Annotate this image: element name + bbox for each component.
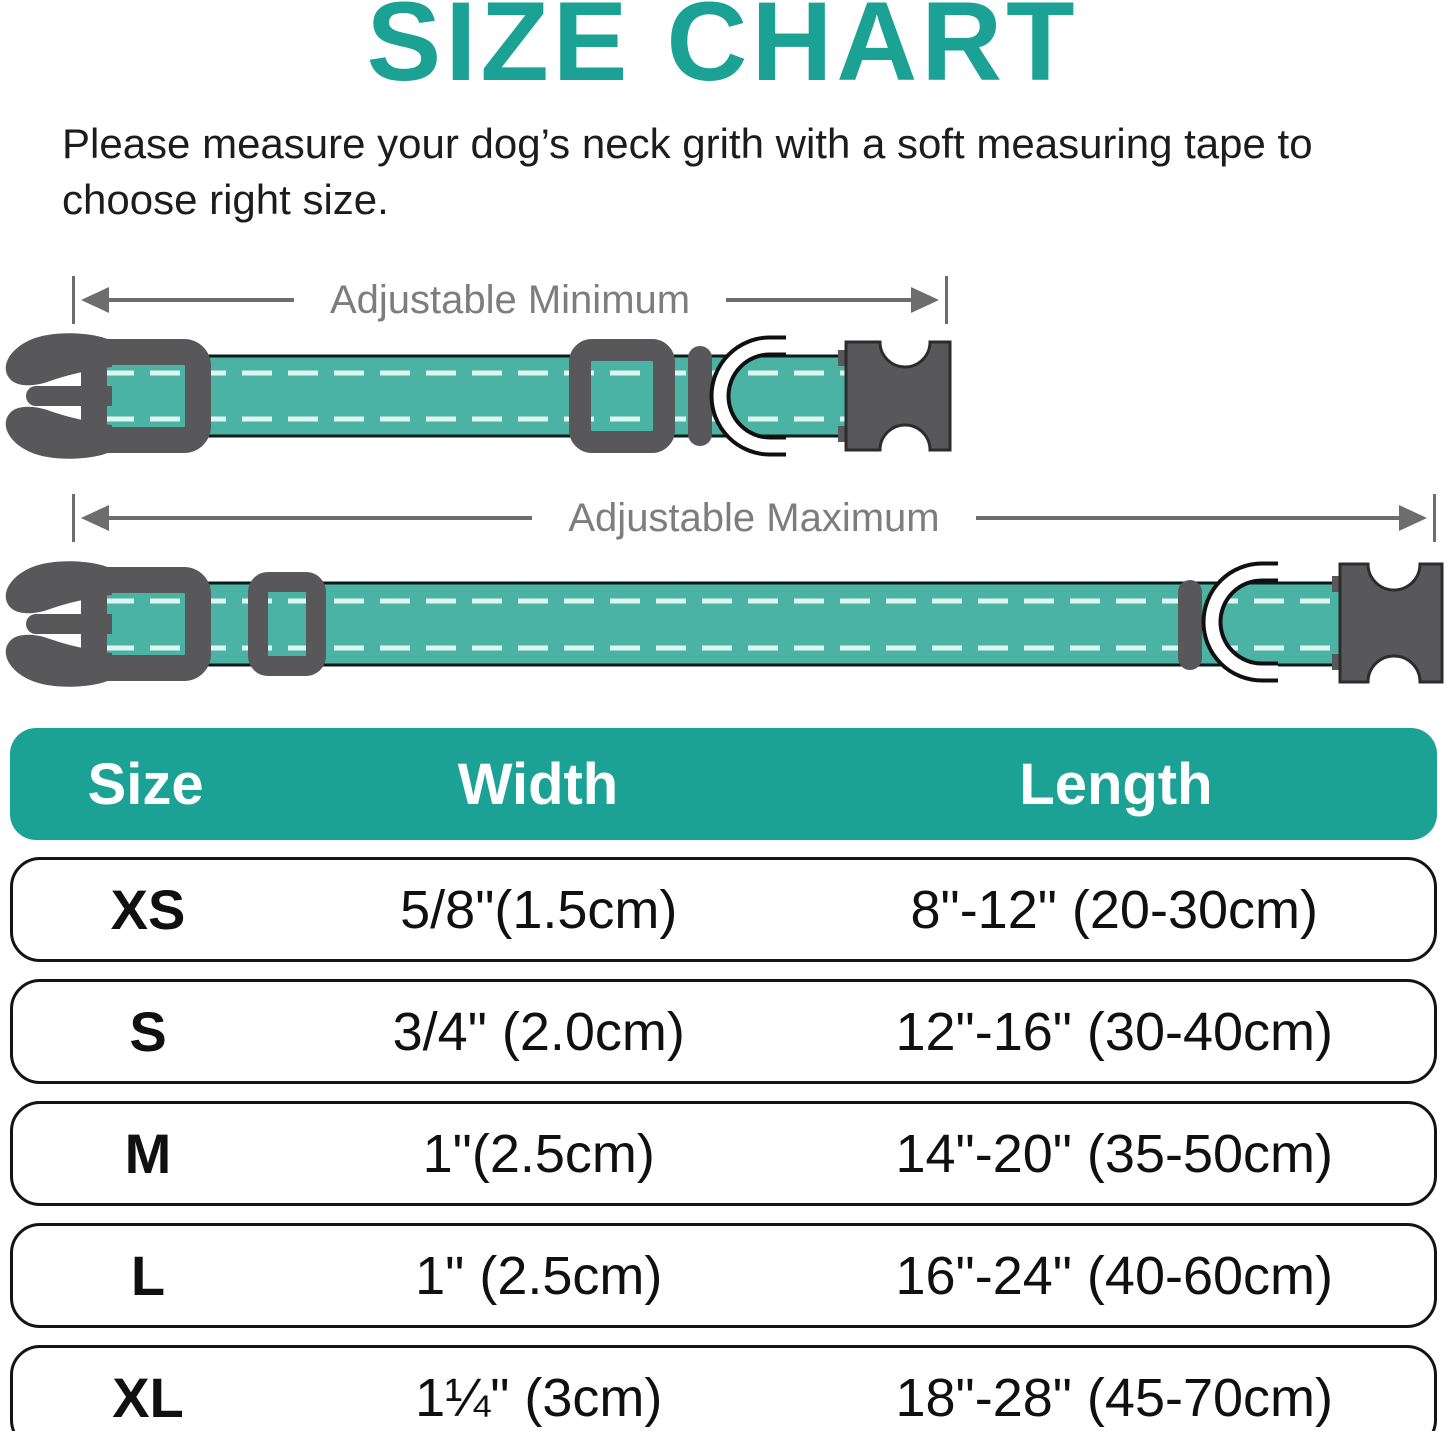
row-length: 8"-12" (20-30cm): [910, 879, 1318, 940]
size-table: [10, 728, 1437, 1431]
keeper-band: [688, 346, 712, 446]
measure-line: [109, 516, 532, 520]
row-size: XL: [112, 1366, 184, 1429]
row-size: L: [130, 1244, 166, 1307]
measure-end-tick: [1433, 494, 1436, 542]
row-width: 1" (2.5cm): [415, 1245, 663, 1306]
row-length: 12"-16" (30-40cm): [895, 1001, 1333, 1062]
table-header-row: [10, 728, 1437, 840]
adjustable-maximum-label: Adjustable Maximum: [568, 495, 940, 540]
measure-end-tick: [945, 276, 948, 324]
keeper-band: [1178, 580, 1202, 670]
arrow-right-icon: [1399, 505, 1427, 531]
header-size: Size: [87, 751, 204, 817]
row-width: 3/4" (2.0cm): [392, 1001, 685, 1062]
collar-diagram-maximum: [0, 556, 1445, 694]
adjustable-maximum-measure: [72, 494, 1436, 542]
table-row: [10, 857, 1437, 962]
arrow-left-icon: [81, 287, 109, 313]
table-row: [10, 1223, 1437, 1328]
buckle-female-icon: [838, 342, 950, 450]
measure-line: [726, 298, 911, 302]
buckle-female-icon: [1332, 564, 1442, 682]
arrow-left-icon: [81, 505, 109, 531]
measure-end-tick: [72, 276, 75, 324]
collar-diagram-minimum: [0, 332, 960, 460]
row-width: 1"(2.5cm): [422, 1123, 655, 1184]
row-size: M: [124, 1122, 172, 1185]
row-length: 18"-28" (45-70cm): [895, 1367, 1333, 1428]
instruction-text: Please measure your dog’s neck grith with a soft measuring tape to choose right size.: [62, 120, 1313, 223]
adjustable-minimum-label: Adjustable Minimum: [329, 277, 691, 322]
row-width: 1¼" (3cm): [415, 1367, 663, 1428]
adjustable-minimum-measure: [72, 276, 948, 324]
header-length: Length: [1019, 751, 1213, 817]
measure-end-tick: [72, 494, 75, 542]
row-size: XS: [110, 878, 186, 941]
collar-strap: [84, 583, 1356, 665]
table-row: [10, 979, 1437, 1084]
page-title: SIZE CHART: [366, 0, 1079, 104]
measure-line: [109, 298, 294, 302]
row-width: 5/8"(1.5cm): [400, 879, 678, 940]
measure-line: [976, 516, 1399, 520]
table-row: [10, 1101, 1437, 1206]
row-length: 14"-20" (35-50cm): [895, 1123, 1333, 1184]
table-row: [10, 1345, 1437, 1431]
header-width: Width: [457, 751, 619, 817]
arrow-right-icon: [911, 287, 939, 313]
row-length: 16"-24" (40-60cm): [895, 1245, 1333, 1306]
row-size: S: [129, 1000, 167, 1063]
